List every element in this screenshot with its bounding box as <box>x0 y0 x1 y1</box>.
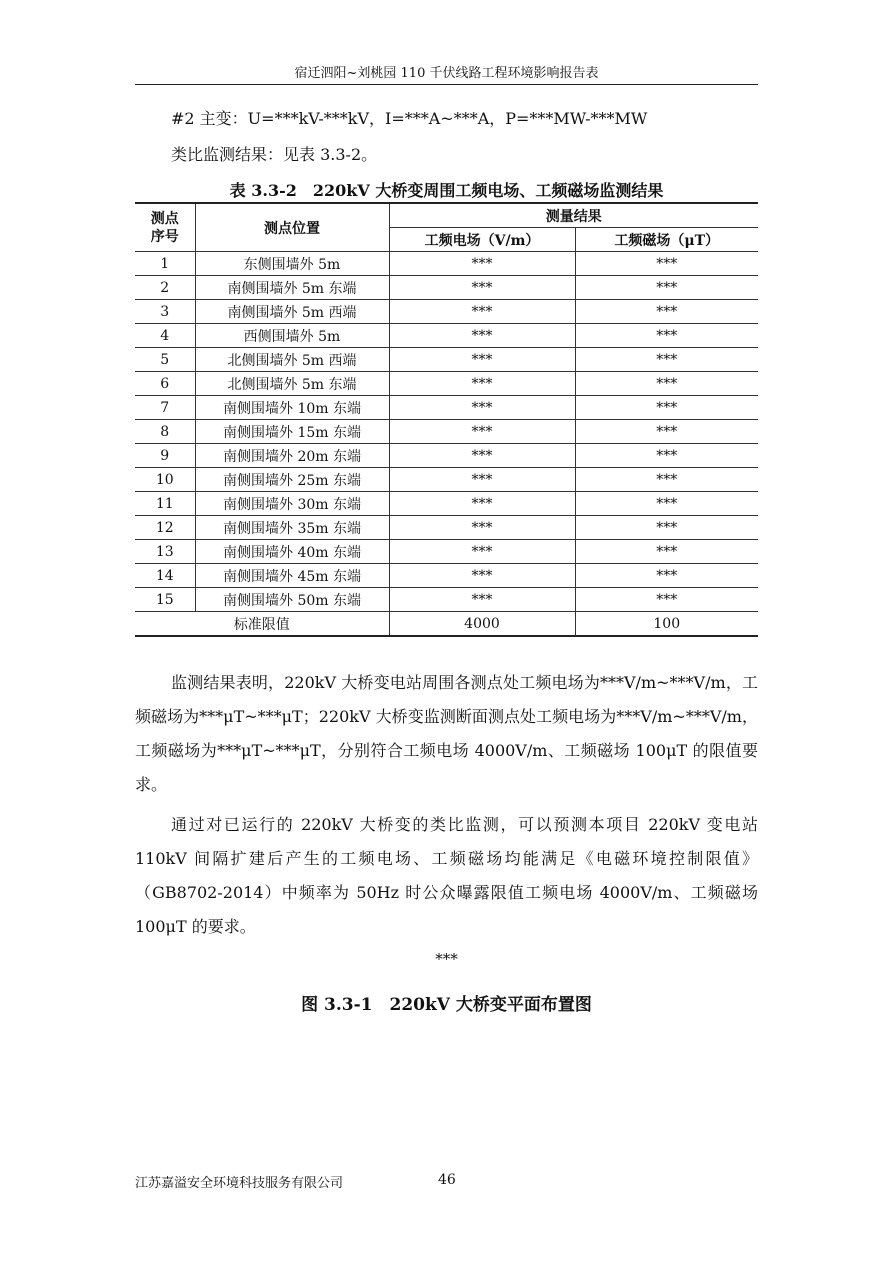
header-location: 测点位置 <box>195 203 389 252</box>
cell-efield: *** <box>389 588 575 612</box>
cell-location: 南侧围墙外 40m 东端 <box>195 540 389 564</box>
header-result: 测量结果 <box>389 203 758 228</box>
table-row <box>135 588 758 612</box>
cell-location: 南侧围墙外 10m 东端 <box>195 396 389 420</box>
cell-point-no: 12 <box>135 516 195 540</box>
table-row <box>135 516 758 540</box>
table-row <box>135 540 758 564</box>
cell-efield: *** <box>389 444 575 468</box>
cell-efield: *** <box>389 468 575 492</box>
cell-mfield: *** <box>575 492 758 516</box>
cell-efield: *** <box>389 420 575 444</box>
conclusion-paragraph-1: 监测结果表明，220kV 大桥变电站周围各测点处工频电场为***V/m~***V/m，工频磁场为***μT~***μT；220kV 大桥变监测断面测点处工频电场为***V/m~***V/m，工频磁场为***μT~***μT，分别符合工频电场 4000V/m、工频磁场 100μT 的限值要求。 <box>135 673 758 794</box>
cell-location: 南侧围墙外 25m 东端 <box>195 468 389 492</box>
cell-mfield: *** <box>575 252 758 276</box>
header-point-no: 测点 序号 <box>135 203 195 252</box>
cell-efield: *** <box>389 516 575 540</box>
cell-point-no: 13 <box>135 540 195 564</box>
cell-location: 南侧围墙外 5m 东端 <box>195 276 389 300</box>
cell-mfield: *** <box>575 396 758 420</box>
cell-efield: *** <box>389 276 575 300</box>
cell-location: 南侧围墙外 5m 西端 <box>195 300 389 324</box>
cell-location: 南侧围墙外 15m 东端 <box>195 420 389 444</box>
figure-placeholder: *** <box>435 950 458 968</box>
conclusion-paragraph-2: 通过对已运行的 220kV 大桥变的类比监测，可以预测本项目 220kV 变电站110kV 间隔扩建后产生的工频电场、工频磁场均能满足《电磁环境控制限值》（GB8702-2014）中频率为 50Hz 时公众曝露限值工频电场 4000V/m、工频磁场 100μT 的要求。 <box>135 815 758 936</box>
monitoring-results-table <box>135 202 758 637</box>
cell-point-no: 11 <box>135 492 195 516</box>
cell-point-no: 5 <box>135 348 195 372</box>
cell-mfield: *** <box>575 300 758 324</box>
table-body <box>135 252 758 612</box>
cell-efield: *** <box>389 372 575 396</box>
header-mfield: 工频磁场（μT） <box>575 228 758 252</box>
cell-point-no: 6 <box>135 372 195 396</box>
intro-line-result-ref: 类比监测结果：见表 3.3-2。 <box>171 145 378 164</box>
cell-efield: *** <box>389 492 575 516</box>
cell-efield: *** <box>389 348 575 372</box>
cell-location: 南侧围墙外 35m 东端 <box>195 516 389 540</box>
cell-point-no: 1 <box>135 252 195 276</box>
table-row <box>135 276 758 300</box>
cell-location: 南侧围墙外 20m 东端 <box>195 444 389 468</box>
cell-mfield: *** <box>575 372 758 396</box>
table-row <box>135 324 758 348</box>
cell-location: 南侧围墙外 50m 东端 <box>195 588 389 612</box>
limit-row <box>135 612 758 637</box>
cell-efield: *** <box>389 396 575 420</box>
header-efield: 工频电场（V/m） <box>389 228 575 252</box>
cell-point-no: 9 <box>135 444 195 468</box>
cell-location: 南侧围墙外 30m 东端 <box>195 492 389 516</box>
table-row <box>135 468 758 492</box>
table-row <box>135 444 758 468</box>
cell-point-no: 15 <box>135 588 195 612</box>
table-row <box>135 252 758 276</box>
cell-point-no: 14 <box>135 564 195 588</box>
cell-point-no: 2 <box>135 276 195 300</box>
cell-efield: *** <box>389 252 575 276</box>
table-row <box>135 300 758 324</box>
cell-location: 西侧围墙外 5m <box>195 324 389 348</box>
table-row <box>135 492 758 516</box>
cell-mfield: *** <box>575 420 758 444</box>
table-row <box>135 420 758 444</box>
cell-point-no: 8 <box>135 420 195 444</box>
limit-efield: 4000 <box>389 612 575 637</box>
intro-line-transformer: #2 主变：U=***kV-***kV，I=***A~***A，P=***MW-***MW <box>171 109 648 128</box>
cell-efield: *** <box>389 540 575 564</box>
cell-location: 南侧围墙外 45m 东端 <box>195 564 389 588</box>
cell-point-no: 10 <box>135 468 195 492</box>
cell-mfield: *** <box>575 588 758 612</box>
table-caption: 表 3.3-2 220kV 大桥变周围工频电场、工频磁场监测结果 <box>229 181 664 200</box>
cell-mfield: *** <box>575 468 758 492</box>
table-row <box>135 564 758 588</box>
table-row <box>135 348 758 372</box>
table-row <box>135 396 758 420</box>
cell-efield: *** <box>389 324 575 348</box>
table-row <box>135 372 758 396</box>
cell-point-no: 7 <box>135 396 195 420</box>
cell-mfield: *** <box>575 516 758 540</box>
cell-location: 东侧围墙外 5m <box>195 252 389 276</box>
limit-label: 标准限值 <box>135 612 389 637</box>
limit-mfield: 100 <box>575 612 758 637</box>
cell-mfield: *** <box>575 324 758 348</box>
cell-point-no: 3 <box>135 300 195 324</box>
cell-efield: *** <box>389 564 575 588</box>
cell-mfield: *** <box>575 348 758 372</box>
cell-location: 北侧围墙外 5m 东端 <box>195 372 389 396</box>
figure-caption: 图 3.3-1 220kV 大桥变平面布置图 <box>301 995 592 1015</box>
cell-mfield: *** <box>575 444 758 468</box>
cell-efield: *** <box>389 300 575 324</box>
page-number: 46 <box>438 1172 456 1188</box>
footer-company: 江苏嘉溢安全环境科技服务有限公司 <box>135 1176 344 1191</box>
cell-point-no: 4 <box>135 324 195 348</box>
cell-mfield: *** <box>575 564 758 588</box>
page-header: 宿迁泗阳~刘桃园 110 千伏线路工程环境影响报告表 <box>135 62 758 85</box>
cell-mfield: *** <box>575 276 758 300</box>
cell-mfield: *** <box>575 540 758 564</box>
cell-location: 北侧围墙外 5m 西端 <box>195 348 389 372</box>
